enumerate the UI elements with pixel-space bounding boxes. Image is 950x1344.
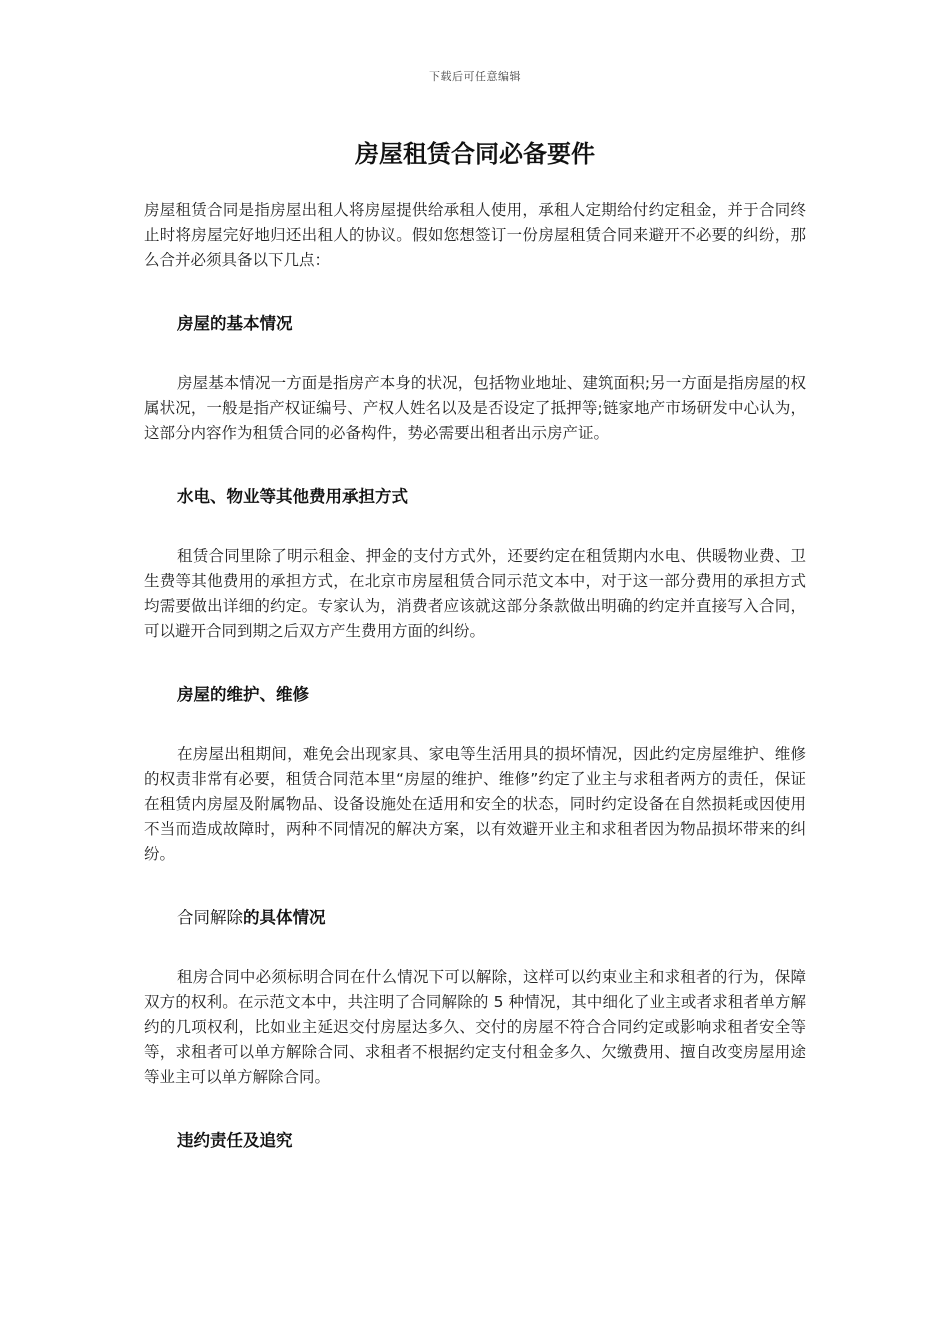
document-title: 房屋租赁合同必备要件 [355, 140, 595, 168]
section-heading-basic-info: 房屋的基本情况 [177, 314, 293, 333]
section-body-basic-info: 房屋基本情况一方面是指房产本身的状况，包括物业地址、建筑面积;另一方面是指房屋的权属状况，一般是指产权证编号、产权人姓名以及是否设定了抵押等;链家地产市场研发中心认为，这部分内容作为租赁合同的必备构件，势必需要出租者出示房产证。 [144, 374, 806, 442]
section-heading-breach-liability: 违约责任及追究 [177, 1131, 293, 1150]
intro-paragraph: 房屋租赁合同是指房屋出租人将房屋提供给承租人使用，承租人定期给付约定租金，并于合同终止时将房屋完好地归还出租人的协议。假如您想签订一份房屋租赁合同来避开不必要的纠纷，那么合并必须具备以下几点： [144, 201, 806, 269]
section-body-maintenance: 在房屋出租期间，难免会出现家具、家电等生活用具的损坏情况，因此约定房屋维护、维修的权责非常有必要，租赁合同范本里“房屋的维护、维修”约定了业主与求租者两方的责任，保证在租赁内房屋及附属物品、设备设施处在适用和安全的状态，同时约定设备在自然损耗或因使用不当而造成故障时，两种不同情况的解决方案，以有效避开业主和求租者因为物品损坏带来的纠纷。 [144, 745, 806, 863]
header-note: 下载后可任意编辑 [429, 70, 521, 83]
section-heading-utility-fees: 水电、物业等其他费用承担方式 [177, 487, 408, 506]
section-heading-maintenance: 房屋的维护、维修 [177, 685, 309, 704]
section-body-termination: 租房合同中必须标明合同在什么情况下可以解除，这样可以约束业主和求租者的行为，保障双方的权利。在示范文本中，共注明了合同解除的 5 种情况，其中细化了业主或者求租者单方解约的几项权利，比如业主延迟交付房屋达多久、交付的房屋不符合合同约定或影响求租者安全等等，求租者可以单方解除合同、求租者不根据约定支付租金多久、欠缴费用、擅自改变房屋用途等业主可以单方解除合同。 [144, 968, 806, 1086]
section-heading-termination [144, 905, 806, 931]
section-heading-termination-normal: 合同解除 [177, 908, 243, 927]
section-heading-termination-bold: 的具体情况 [243, 908, 326, 927]
document-body [144, 198, 806, 1188]
section-body-utility-fees: 租赁合同里除了明示租金、押金的支付方式外，还要约定在租赁期内水电、供暖物业费、卫生费等其他费用的承担方式，在北京市房屋租赁合同示范文本中，对于这一部分费用的承担方式均需要做出详细的约定。专家认为，消费者应该就这部分条款做出明确的约定并直接写入合同，可以避开合同到期之后双方产生费用方面的纠纷。 [144, 547, 806, 640]
